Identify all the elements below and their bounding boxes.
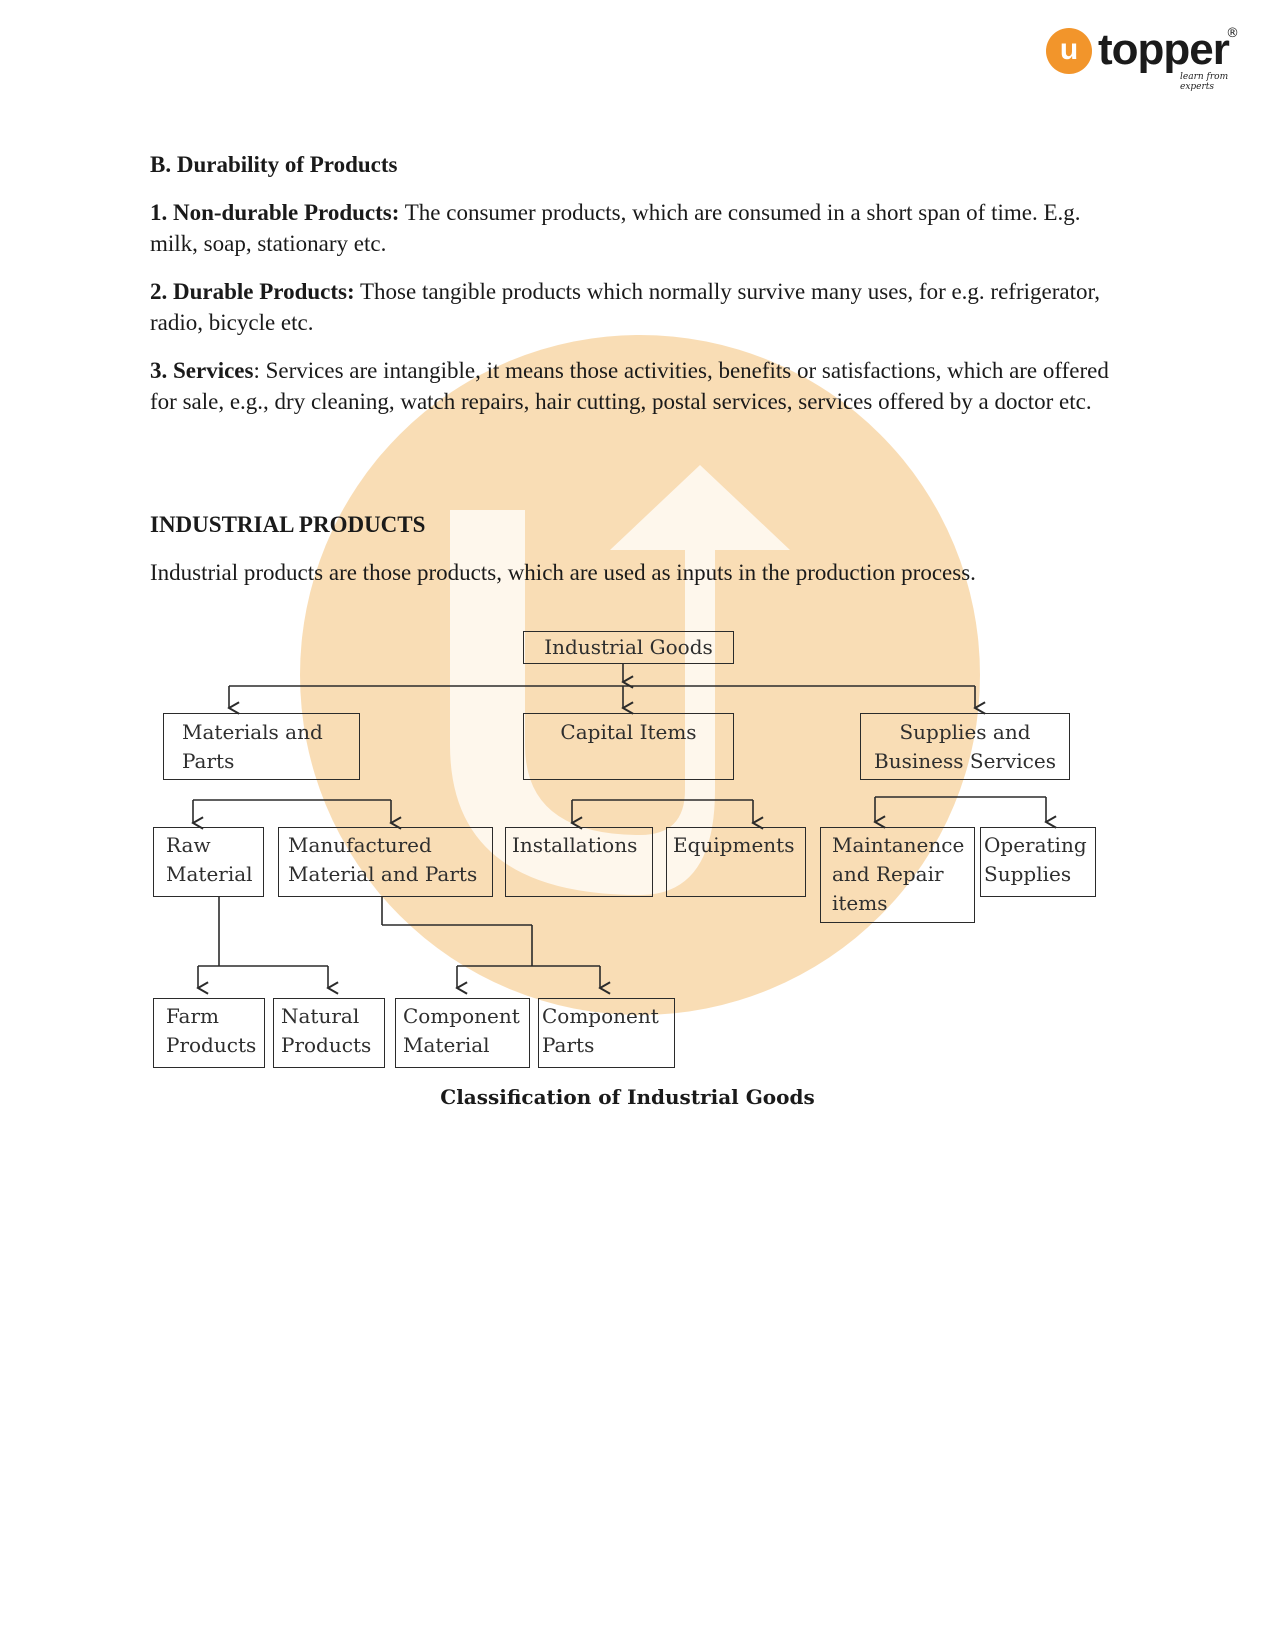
box-operating-supplies: Operating Supplies [980,827,1096,897]
non-durable-label: 1. Non-durable Products: [150,200,400,225]
non-durable-text: The consumer products, which are consumed in a short span of time. E.g. milk, soap, stationary etc. [150,200,1081,256]
diagram-caption: Classification of Industrial Goods [440,1085,815,1109]
box-raw-material: Raw Material [153,827,264,897]
durable-paragraph [150,276,1125,338]
box-equipments: Equipments [666,827,806,897]
logo-wordmark: topper [1098,25,1229,74]
services-text: : Services are intangible, it means those activities, benefits or satisfactions, which are offered for sale, e.g., dry cleaning, watch repairs, hair cutting, postal services, services offered by a doctor etc. [150,358,1109,414]
box-materials-and-parts: Materials and Parts [163,713,360,780]
section-b-heading: B. Durability of Products [150,152,398,177]
box-manufactured-material: Manufactured Material and Parts [278,827,493,897]
industrial-heading: INDUSTRIAL PRODUCTS [150,512,426,537]
box-maintenance-repair: Maintanence and Repair items [820,827,975,923]
box-supplies-business-services: Supplies and Business Services [860,713,1070,780]
box-capital-items: Capital Items [523,713,734,780]
box-natural-products: Natural Products [273,998,385,1068]
durable-label: 2. Durable Products: [150,279,355,304]
industrial-intro: Industrial products are those products, which are used as inputs in the production process. [150,560,976,585]
box-component-parts: Component Parts [538,998,675,1068]
box-farm-products: Farm Products [153,998,265,1068]
services-paragraph [150,355,1125,417]
durable-text: Those tangible products which normally survive many uses, for e.g. refrigerator, radio, bicycle etc. [150,279,1100,335]
box-installations: Installations [505,827,653,897]
box-component-material: Component Material [395,998,530,1068]
brand-logo [1046,25,1242,92]
logo-tagline: learn from experts [1180,72,1229,92]
logo-u-icon: u [1046,28,1092,74]
non-durable-paragraph [150,197,1125,259]
services-label: 3. Services [150,358,254,383]
registered-mark: ® [1226,26,1239,41]
box-industrial-goods: Industrial Goods [523,631,734,664]
